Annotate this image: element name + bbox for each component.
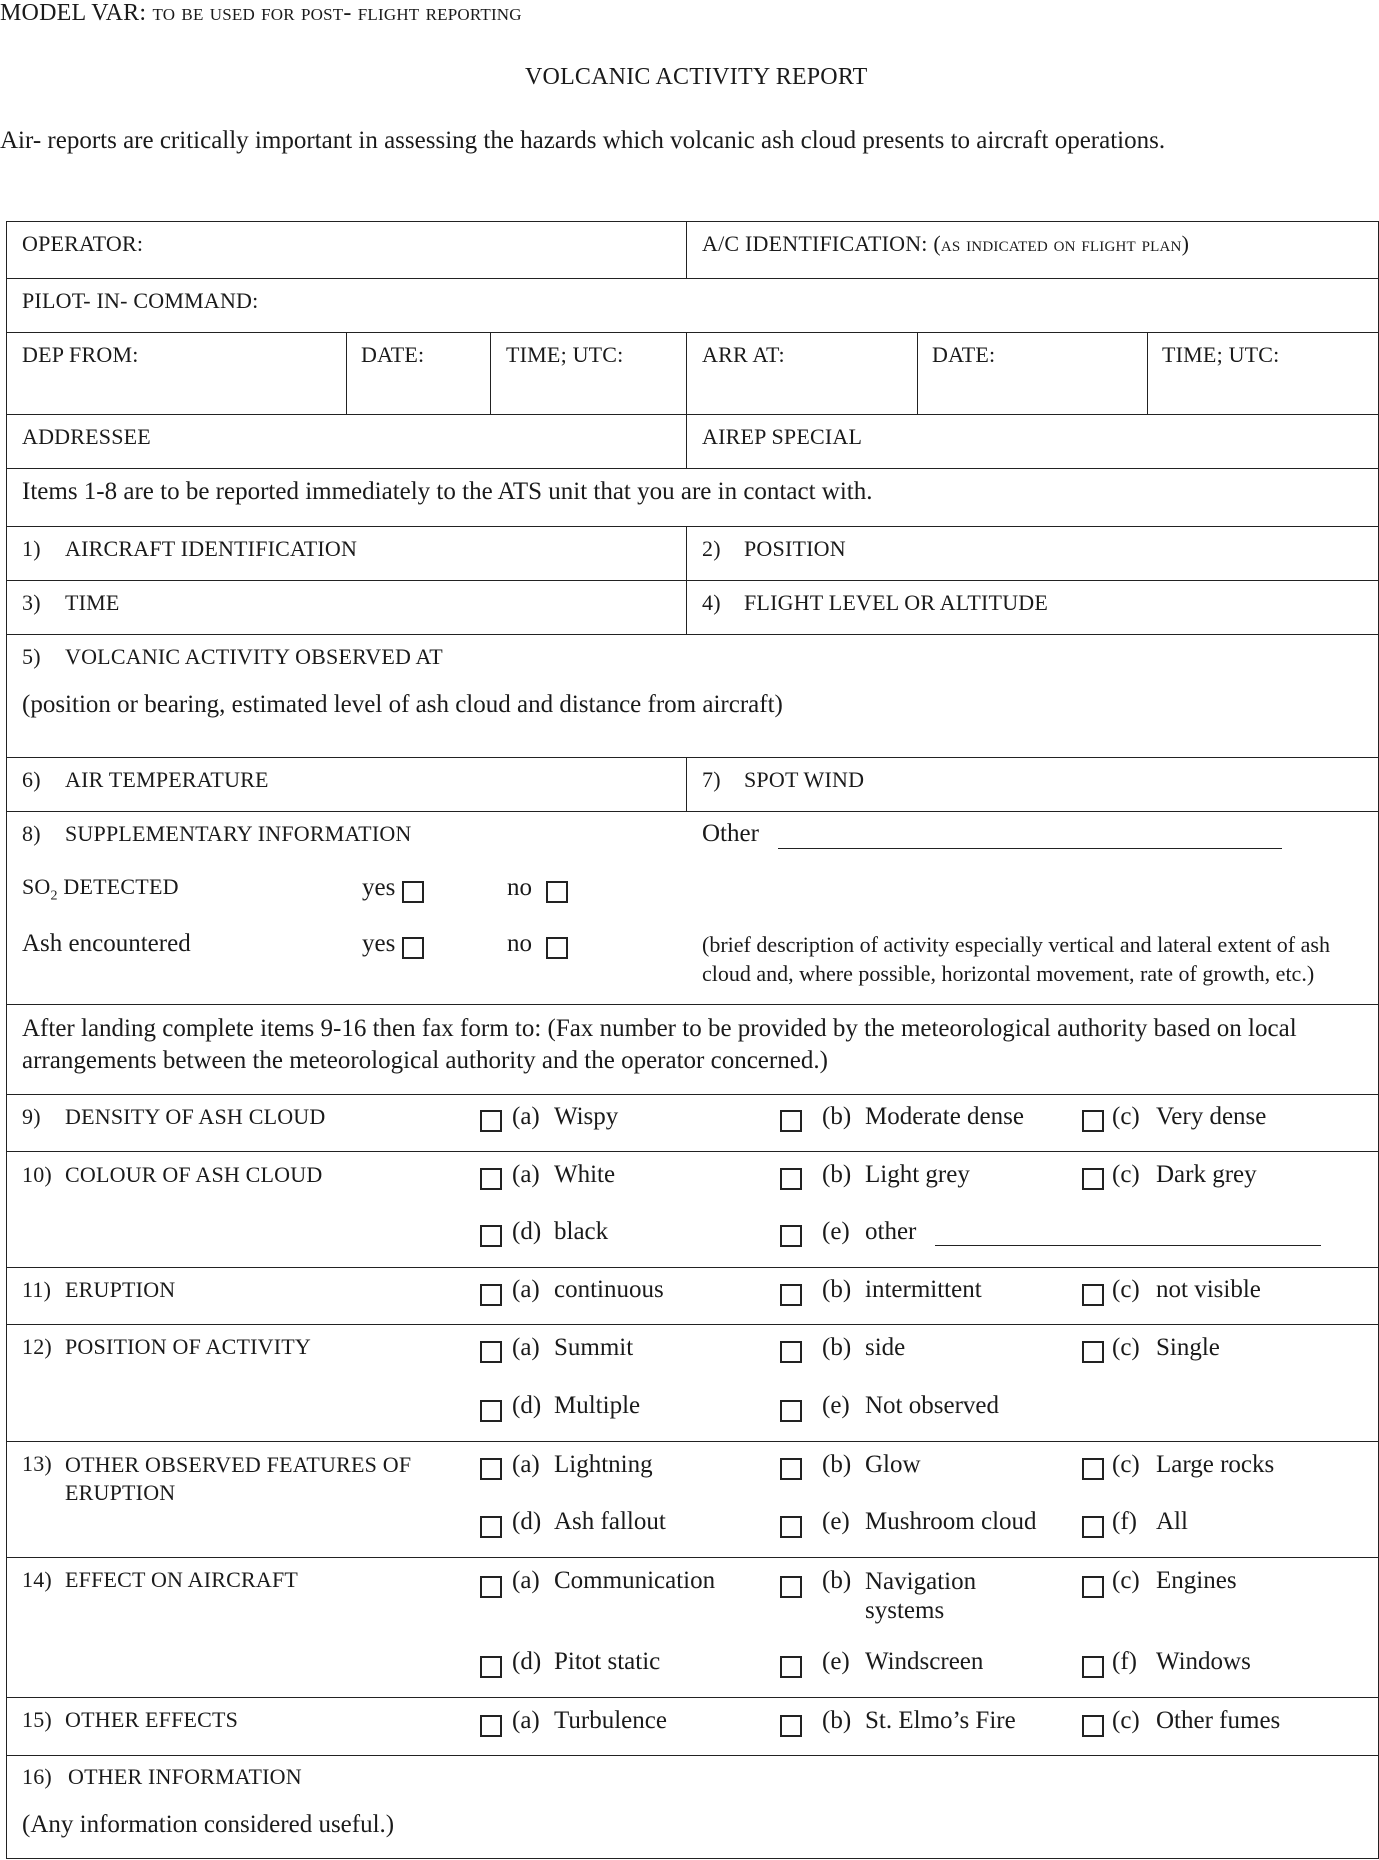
colour-black-label: black [554,1218,609,1245]
flight-level-label: FLIGHT LEVEL OR ALTITUDE [744,590,1049,615]
features-all-checkbox[interactable] [1082,1516,1104,1538]
operator-label: OPERATOR: [22,231,144,256]
option-letter: (c) [1112,1334,1140,1361]
item-number: 13) [22,1451,52,1476]
item-number: 12) [22,1334,52,1359]
row-divider [6,1697,1379,1698]
features-large-rocks-checkbox[interactable] [1082,1458,1104,1480]
density-wispy-label: Wispy [554,1103,619,1130]
option-letter: (b) [822,1451,852,1478]
effect-windscreen-checkbox[interactable] [780,1656,802,1678]
row-divider [6,1324,1379,1325]
density-moderate-checkbox[interactable] [780,1110,802,1132]
eruption-not-visible-checkbox[interactable] [1082,1284,1104,1306]
intro-text: Air- reports are critically important in assessing the hazards which volcanic ash cloud presents to aircraft operations. [0,127,1166,154]
row-divider [6,1094,1379,1095]
dep-time-label: TIME; UTC: [506,342,624,367]
option-letter: (b) [822,1103,852,1130]
other-effects-turbulence-label: Turbulence [554,1707,667,1734]
col-divider [686,526,687,634]
item-number: 3) [22,590,41,615]
item-number: 1) [22,536,41,561]
air-temperature-label: AIR TEMPERATURE [65,767,269,792]
option-letter: (c) [1112,1103,1140,1130]
row-divider [6,757,1379,758]
option-letter: (d) [512,1392,542,1419]
option-letter: (b) [822,1161,852,1188]
row-divider [6,468,1379,469]
features-mushroom-cloud-checkbox[interactable] [780,1516,802,1538]
colour-other-checkbox[interactable] [780,1225,802,1247]
effect-navigation-label: Navigation systems [865,1568,977,1624]
item-number: 8) [22,821,41,846]
option-letter: (b) [822,1707,852,1734]
eruption-intermittent-checkbox[interactable] [780,1284,802,1306]
item-5-note: (position or bearing, estimated level of ash cloud and distance from aircraft) [22,691,783,718]
option-letter: (c) [1112,1161,1140,1188]
arr-at-label: ARR AT: [702,342,785,367]
features-mushroom-cloud-label: Mushroom cloud [865,1508,1037,1535]
density-very-dense-checkbox[interactable] [1082,1110,1104,1132]
position-multiple-checkbox[interactable] [480,1400,502,1422]
option-letter: (e) [822,1392,850,1419]
ash-no-checkbox[interactable] [546,937,568,959]
colour-light-grey-checkbox[interactable] [780,1168,802,1190]
option-letter: (a) [512,1161,540,1188]
brief-description-note: (brief description of activity especially vertical and lateral extent of ash cloud and, where possible, horizontal movement, rate of growth, etc.) [702,932,1330,986]
density-wispy-checkbox[interactable] [480,1110,502,1132]
colour-white-checkbox[interactable] [480,1168,502,1190]
option-letter: (a) [512,1451,540,1478]
effect-windows-checkbox[interactable] [1082,1656,1104,1678]
effect-windscreen-label: Windscreen [865,1648,984,1675]
row-divider [6,278,1379,279]
row-divider [6,811,1379,812]
item-number: 5) [22,644,41,669]
other-effects-fumes-checkbox[interactable] [1082,1715,1104,1737]
item-number: 7) [702,767,721,792]
row-divider [6,634,1379,635]
pilot-in-command-label: PILOT- IN- COMMAND: [22,288,259,313]
option-letter: (c) [1112,1276,1140,1303]
effect-pitot-static-label: Pitot static [554,1648,661,1675]
colour-black-checkbox[interactable] [480,1225,502,1247]
position-of-activity-label: POSITION OF ACTIVITY [65,1334,311,1359]
row-divider [6,1557,1379,1558]
position-summit-checkbox[interactable] [480,1341,502,1363]
so2-no-checkbox[interactable] [546,881,568,903]
airep-special-label: AIREP SPECIAL [702,424,863,449]
dep-date-label: DATE: [361,342,425,367]
eruption-not-visible-label: not visible [1156,1276,1261,1303]
row-divider [6,1267,1379,1268]
row-divider [6,526,1379,527]
row-divider [6,414,1379,415]
position-multiple-label: Multiple [554,1392,641,1419]
other-effects-st-elmos-fire-checkbox[interactable] [780,1715,802,1737]
item-number: 9) [22,1104,41,1129]
features-lightning-label: Lightning [554,1451,653,1478]
position-single-label: Single [1156,1334,1220,1361]
ash-yes-checkbox[interactable] [402,937,424,959]
option-letter: (f) [1112,1508,1137,1535]
option-letter: (d) [512,1218,542,1245]
item-number: 2) [702,536,721,561]
other-observed-features-label: OTHER OBSERVED FEATURES OF ERUPTION [65,1452,412,1505]
effect-windows-label: Windows [1156,1648,1251,1675]
supplementary-information-label: SUPPLEMENTARY INFORMATION [65,821,412,846]
colour-other-input-line[interactable] [935,1245,1321,1246]
dep-from-label: DEP FROM: [22,342,139,367]
effect-engines-checkbox[interactable] [1082,1576,1104,1598]
option-letter: (b) [822,1567,852,1594]
addressee-label: ADDRESSEE [22,424,151,449]
option-letter: (a) [512,1103,540,1130]
option-letter: (c) [1112,1707,1140,1734]
ash-encountered-label: Ash encountered [22,930,191,957]
eruption-continuous-label: continuous [554,1276,664,1303]
eruption-label: ERUPTION [65,1277,176,1302]
option-letter: (a) [512,1567,540,1594]
aircraft-identification-label: AIRCRAFT IDENTIFICATION [65,536,358,561]
effect-communication-checkbox[interactable] [480,1576,502,1598]
row-divider [6,332,1379,333]
other-information-note: (Any information considered useful.) [22,1811,395,1838]
option-letter: (e) [822,1508,850,1535]
item-number: 15) [22,1707,52,1732]
effect-on-aircraft-label: EFFECT ON AIRCRAFT [65,1567,299,1592]
eruption-continuous-checkbox[interactable] [480,1284,502,1306]
effect-engines-label: Engines [1156,1567,1237,1594]
item-number: 14) [22,1567,52,1592]
position-label: POSITION [744,536,846,561]
option-letter: (d) [512,1508,542,1535]
item-number: 11) [22,1277,52,1302]
option-letter: (f) [1112,1648,1137,1675]
arr-time-label: TIME; UTC: [1162,342,1280,367]
effect-navigation-checkbox[interactable] [780,1576,802,1598]
other-label: Other [702,820,759,847]
other-effects-st-elmos-fire-label: St. Elmo’s Fire [865,1707,1016,1734]
option-letter: (d) [512,1648,542,1675]
features-glow-label: Glow [865,1451,921,1478]
option-letter: (e) [822,1648,850,1675]
items-1-8-note: Items 1-8 are to be reported immediately to the ATS unit that you are in contact with. [22,478,873,505]
other-effects-fumes-label: Other fumes [1156,1707,1281,1734]
so2-detected-label: $SO_2$ DETECTED [22,874,179,904]
position-single-checkbox[interactable] [1082,1341,1104,1363]
after-landing-note: After landing complete items 9-16 then fax form to: (Fax number to be provided by the meteorological authority based on local arrangements between the meteorological authority and the operator concerned.) [22,1015,1297,1074]
form-title: VOLCANIC ACTIVITY REPORT [525,64,868,90]
col-divider [490,332,491,414]
option-letter: (a) [512,1334,540,1361]
ash-no-label: no [507,930,532,957]
density-very-dense-label: Very dense [1156,1103,1267,1130]
other-input-line[interactable] [778,848,1282,849]
row-divider [6,1441,1379,1442]
col-divider [686,332,687,468]
density-of-ash-cloud-label: DENSITY OF ASH CLOUD [65,1104,326,1129]
volcanic-activity-observed-label: VOLCANIC ACTIVITY OBSERVED AT [65,644,443,669]
colour-other-label: other [865,1218,917,1245]
time-label: TIME [65,590,120,615]
row-divider [6,580,1379,581]
row-divider [6,1151,1379,1152]
model-var-note: MODEL VAR: to be used for post- flight reporting [0,0,522,26]
features-glow-checkbox[interactable] [780,1458,802,1480]
features-lightning-checkbox[interactable] [480,1458,502,1480]
option-letter: (a) [512,1707,540,1734]
col-divider [346,332,347,414]
item-number: 16) [22,1764,52,1789]
option-letter: (e) [822,1218,850,1245]
other-effects-label: OTHER EFFECTS [65,1707,239,1732]
colour-of-ash-cloud-label: COLOUR OF ASH CLOUD [65,1162,323,1187]
spot-wind-label: SPOT WIND [744,767,865,792]
effect-pitot-static-checkbox[interactable] [480,1656,502,1678]
position-summit-label: Summit [554,1334,634,1361]
position-not-observed-label: Not observed [865,1392,999,1419]
position-side-label: side [865,1334,906,1361]
other-information-label: OTHER INFORMATION [68,1764,302,1789]
features-all-label: All [1156,1508,1188,1535]
so2-yes-label: yes [362,874,396,901]
item-number: 6) [22,767,41,792]
col-divider [686,221,687,278]
colour-dark-grey-checkbox[interactable] [1082,1168,1104,1190]
option-letter: (b) [822,1334,852,1361]
col-divider [917,332,918,414]
option-letter: (c) [1112,1451,1140,1478]
so2-yes-checkbox[interactable] [402,881,424,903]
ac-identification-label: A/C IDENTIFICATION: (as indicated on flight plan) [702,231,1190,256]
so2-no-label: no [507,874,532,901]
item-number: 4) [702,590,721,615]
features-large-rocks-label: Large rocks [1156,1451,1275,1478]
colour-white-label: White [554,1161,616,1188]
colour-dark-grey-label: Dark grey [1156,1161,1257,1188]
item-number: 10) [22,1162,52,1187]
col-divider [686,757,687,811]
colour-light-grey-label: Light grey [865,1161,970,1188]
effect-communication-label: Communication [554,1567,716,1594]
features-ash-fallout-label: Ash fallout [554,1508,666,1535]
row-divider [6,1755,1379,1756]
features-ash-fallout-checkbox[interactable] [480,1516,502,1538]
other-effects-turbulence-checkbox[interactable] [480,1715,502,1737]
row-divider [6,1004,1379,1005]
arr-date-label: DATE: [932,342,996,367]
position-not-observed-checkbox[interactable] [780,1400,802,1422]
option-letter: (c) [1112,1567,1140,1594]
eruption-intermittent-label: intermittent [865,1276,982,1303]
position-side-checkbox[interactable] [780,1341,802,1363]
col-divider [1147,332,1148,414]
option-letter: (a) [512,1276,540,1303]
ash-yes-label: yes [362,930,396,957]
option-letter: (b) [822,1276,852,1303]
density-moderate-label: Moderate dense [865,1103,1024,1130]
